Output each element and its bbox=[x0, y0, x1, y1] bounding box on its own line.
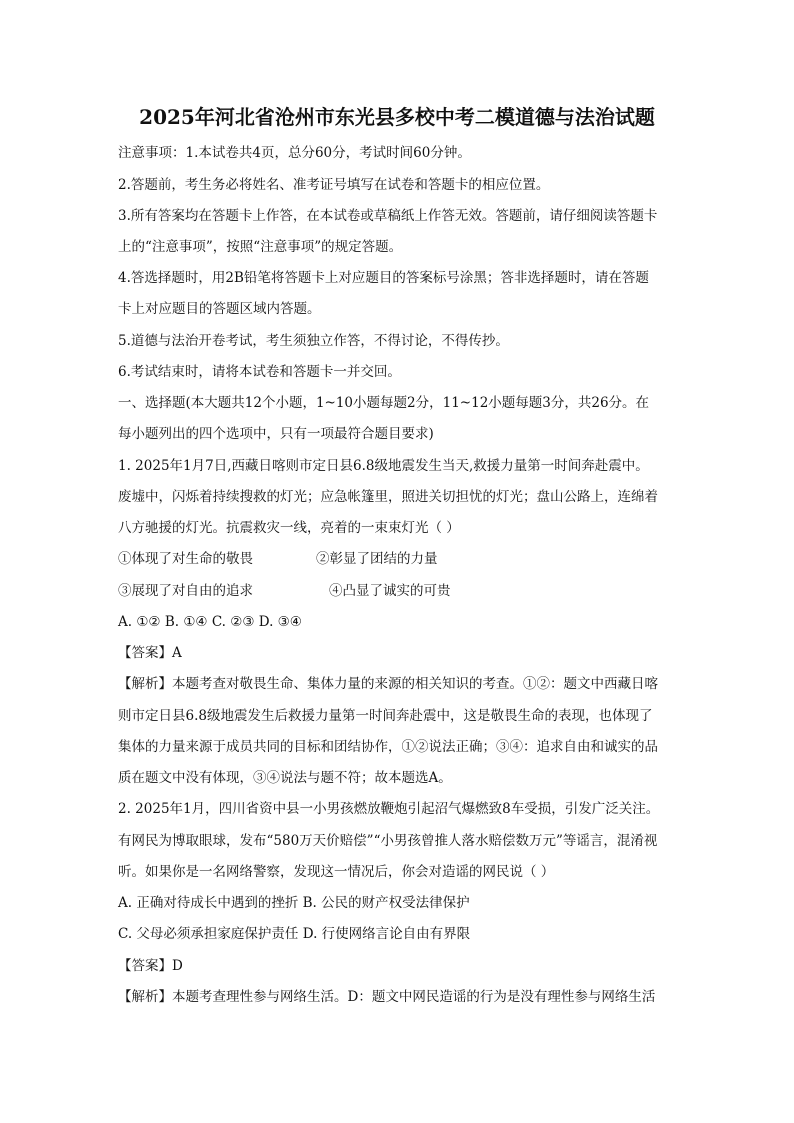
note-line: 卡上对应题目的答题区域内答题。 bbox=[118, 301, 321, 317]
question-1-analysis: 集体的力量来源于成员共同的目标和团结协作，①②说法正确；③④：追求自由和诚实的品 bbox=[118, 739, 658, 755]
section-heading: 每小题列出的四个选项中，只有一项最符合题目要求) bbox=[118, 426, 434, 442]
question-1-statement: ③展现了对自由的追求 bbox=[118, 583, 253, 599]
question-2-stem: 有网民为博取眼球，发布“580万天价赔偿”“小男孩曾推人落水赔偿数万元”等谣言，混淆视 bbox=[118, 833, 658, 849]
question-1-statement: ④凸显了诚实的可贵 bbox=[329, 583, 451, 599]
question-2-stem: 听。如果你是一名网络警察，发现这一情况后，你会对造谣的网民说（ ） bbox=[118, 864, 555, 880]
question-2-stem: 2. 2025年1月，四川省资中县一小男孩燃放鞭炮引起沼气爆燃致8车受损，引发广泛关注。 bbox=[118, 801, 660, 817]
question-1-statement: ②彰显了团结的力量 bbox=[316, 551, 438, 567]
question-1-statement: ①体现了对生命的敬畏 bbox=[118, 551, 253, 567]
note-line: 上的“注意事项”，按照“注意事项”的规定答题。 bbox=[118, 239, 403, 255]
question-2-choices: C. 父母必须承担家庭保护责任 D. 行使网络言论自由有界限 bbox=[118, 926, 471, 942]
question-1-stem: 八方驰援的灯光。抗震救灾一线，亮着的一束束灯光（ ） bbox=[118, 520, 460, 536]
note-line: 5.道德与法治开卷考试，考生须独立作答，不得讨论，不得传抄。 bbox=[118, 333, 509, 349]
section-heading: 一、选择题(本大题共12个小题，1~10小题每题2分，11~12小题每题3分，共26分。在 bbox=[118, 395, 650, 411]
question-1-stem: 废墟中，闪烁着持续搜救的灯光；应急帐篷里，照进关切担忧的灯光；盘山公路上，连绵着 bbox=[118, 489, 658, 505]
question-1-stem: 1. 2025年1月7日,西藏日喀则市定日县6.8级地震发生当天,救援力量第一时间奔赴震中。 bbox=[118, 458, 649, 474]
question-2-analysis: 【解析】本题考查理性参与网络生活。D：题文中网民造谣的行为是没有理性参与网络生活 bbox=[118, 989, 656, 1005]
question-1-analysis: 质在题文中没有体现，③④说法与题不符；故本题选A。 bbox=[118, 770, 452, 786]
question-1-analysis: 则市定日县6.8级地震发生后救援力量第一时间奔赴震中，这是敬畏生命的表现，也体现了 bbox=[118, 708, 653, 724]
note-line: 4.答选择题时，用2B铅笔将答题卡上对应题目的答案标号涂黑；答非选择题时，请在答题 bbox=[118, 270, 649, 286]
note-line: 3.所有答案均在答题卡上作答，在本试卷或草稿纸上作答无效。答题前，请仔细阅读答题卡 bbox=[118, 208, 658, 224]
question-2-answer: 【答案】D bbox=[118, 958, 183, 974]
note-line: 2.答题前，考生务必将姓名、准考证号填写在试卷和答题卡的相应位置。 bbox=[118, 177, 550, 193]
question-1-choices: A. ①② B. ①④ C. ②③ D. ③④ bbox=[118, 614, 302, 630]
question-2-choices: A. 正确对待成长中遇到的挫折 B. 公民的财产权受法律保护 bbox=[118, 895, 470, 911]
question-1-analysis: 【解析】本题考查对敬畏生命、集体力量的来源的相关知识的考查。①②：题文中西藏日喀 bbox=[118, 676, 658, 692]
question-1-answer: 【答案】A bbox=[118, 645, 182, 661]
document-title: 2025年河北省沧州市东光县多校中考二模道德与法治试题 bbox=[139, 105, 655, 129]
note-line: 6.考试结束时，请将本试卷和答题卡一并交回。 bbox=[118, 364, 401, 380]
note-line: 注意事项：1.本试卷共4页，总分60分，考试时间60分钟。 bbox=[118, 145, 471, 161]
